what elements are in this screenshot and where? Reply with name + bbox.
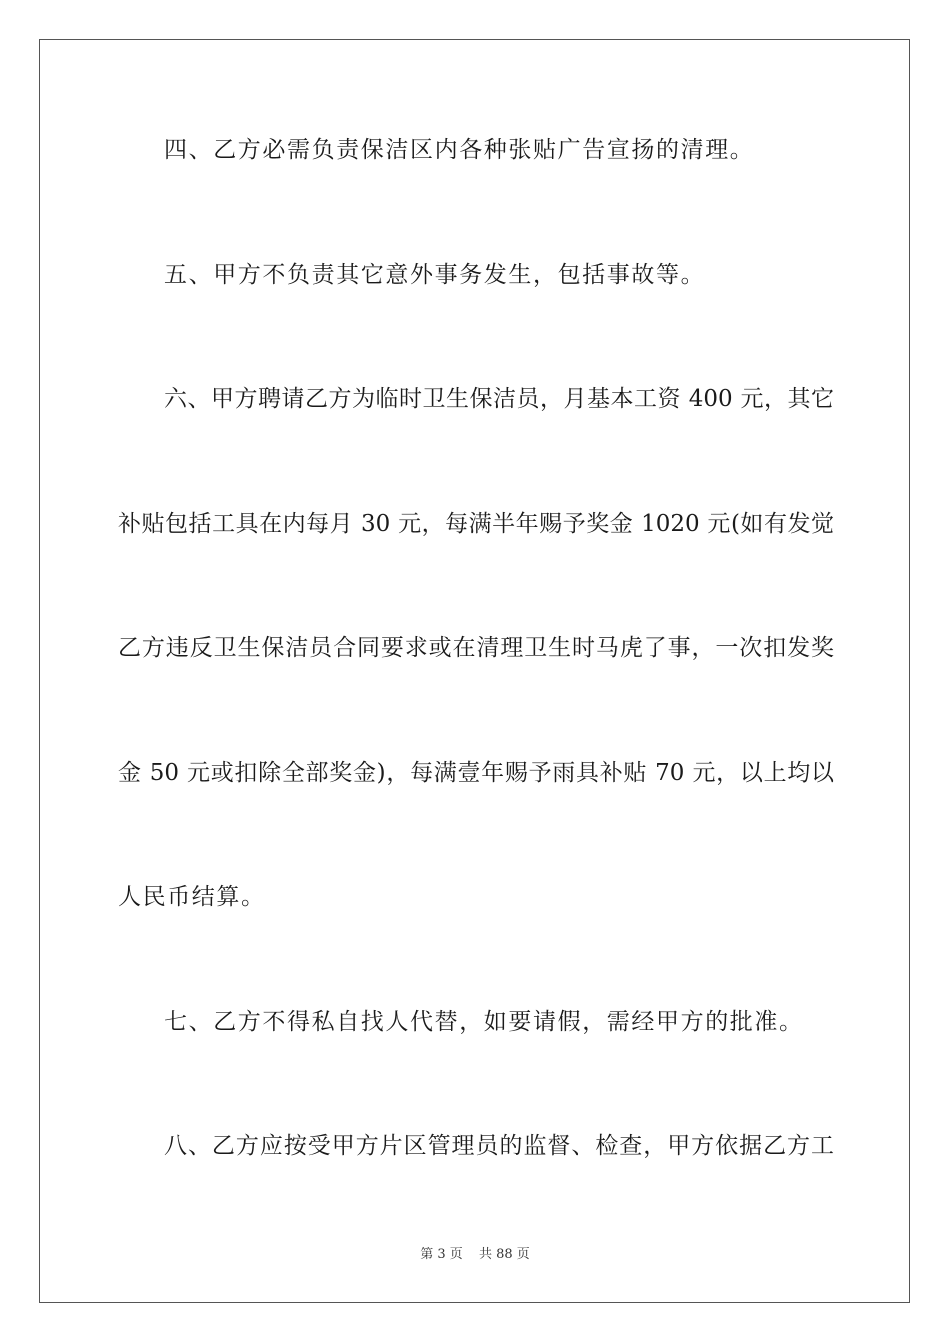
clause-6-line-1: 六、甲方聘请乙方为临时卫生保洁员，月基本工资 400 元，其它 <box>164 386 834 412</box>
clause-6-line-5: 人民币结算。 <box>118 884 266 910</box>
clause-5-line: 五、甲方不负责其它意外事务发生，包括事故等。 <box>164 262 706 288</box>
clause-6-line-4: 金 50 元或扣除全部奖金)，每满壹年赐予雨具补贴 70 元，以上均以 <box>118 760 834 786</box>
clause-7-line: 七、乙方不得私自找人代替，如要请假，需经甲方的批准。 <box>164 1009 804 1035</box>
clause-8-line-1: 八、乙方应按受甲方片区管理员的监督、检查，甲方依据乙方工 <box>164 1133 834 1159</box>
clause-4-line: 四、乙方必需负责保洁区内各种张贴广告宣扬的清理。 <box>164 137 755 163</box>
page-number-current: 第 3 页 <box>420 1247 463 1262</box>
page-border <box>39 39 910 1303</box>
page-footer <box>0 1246 950 1264</box>
page-number-total: 共 88 页 <box>478 1247 530 1262</box>
clause-6-line-3: 乙方违反卫生保洁员合同要求或在清理卫生时马虎了事，一次扣发奖 <box>118 635 834 661</box>
clause-6-line-2: 补贴包括工具在内每月 30 元，每满半年赐予奖金 1020 元(如有发觉 <box>118 511 834 537</box>
